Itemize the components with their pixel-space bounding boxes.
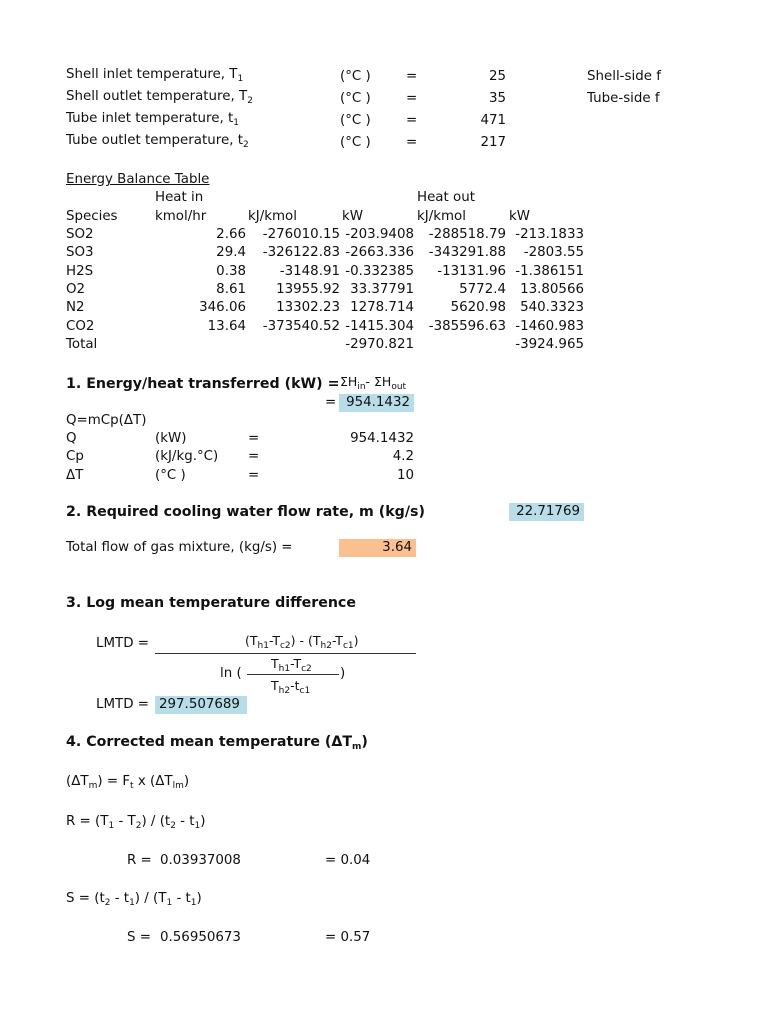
section-1-heading: 1. Energy/heat transferred (kW) =: [66, 376, 340, 392]
tube-inlet-label: Tube inlet temperature, $t_1$: [66, 111, 239, 128]
shell-outlet-label: Shell outlet temperature, $T_2$: [66, 89, 253, 106]
col-kj-kmol-in: kJ/kmol: [248, 209, 297, 224]
total-heat-in: -2970.821: [345, 337, 414, 352]
r-value: 0.03937008: [160, 853, 241, 868]
lmtd-label: LMTD =: [96, 636, 149, 651]
total-heat-out: -3924.965: [515, 337, 584, 352]
cell-kw-out: -1460.983: [515, 318, 584, 334]
cell-kmol-hr: 13.64: [207, 318, 246, 334]
cell-species: O2: [66, 281, 86, 297]
cell-kj-kmol-in: -326122.83: [262, 245, 340, 261]
ln-numerator: $T_{h1}-T_{c2}$: [271, 656, 312, 674]
r-formula: $R = (T_1 - T_2) / (t_2 - t_1)$: [66, 814, 206, 831]
tube-outlet-label: Tube outlet temperature, $t_2$: [66, 133, 249, 150]
shell-inlet-label: Shell inlet temperature, $T_1$: [66, 67, 244, 84]
cell-kw-in: 1278.714: [350, 300, 414, 316]
lmtd-numerator: $(T_{h1}-T_{c2}) - (T_{h2}-T_{c1})$: [245, 633, 359, 651]
cell-kw-in: 33.37791: [350, 281, 414, 297]
cell-kj-kmol-out: -288518.79: [428, 227, 506, 242]
cell-kmol-hr: 8.61: [216, 281, 246, 297]
dt-symbol: ΔT: [66, 468, 84, 483]
side-note-tube: Tube-side f: [587, 91, 660, 106]
gas-flow-label: Total flow of gas mixture, (kg/s) =: [66, 540, 293, 555]
cell-kw-in: -2663.336: [345, 245, 414, 261]
dt-eq: =: [248, 468, 260, 483]
cell-kmol-hr: 346.06: [199, 300, 246, 316]
shell-inlet-value: 25: [488, 69, 506, 84]
side-note-shell: Shell-side f: [587, 69, 661, 84]
corrected-formula: $(\Delta T_m) = F_t$ x $(\Delta T_{lm})$: [66, 774, 190, 791]
shell-outlet-value: 35: [488, 91, 506, 106]
tube-inlet-unit: (°C ): [340, 113, 371, 128]
shell-inlet-unit: (°C ): [340, 69, 371, 84]
cell-kw-out: 13.80566: [520, 281, 584, 297]
cell-kmol-hr: 0.38: [216, 263, 246, 279]
dt-unit: (°C ): [155, 468, 186, 483]
ln-close: ): [340, 666, 346, 681]
cp-unit: (kJ/kg.°C): [155, 449, 219, 464]
ln-denominator: $T_{h2}-t_{c1}$: [271, 678, 311, 696]
cell-kj-kmol-in: 13955.92: [276, 281, 340, 297]
tube-inlet-value: 471: [480, 113, 506, 128]
cp-value: 4.2: [392, 449, 414, 464]
s-rounded: = 0.57: [325, 930, 371, 945]
cp-eq: =: [248, 449, 260, 464]
cell-species: SO2: [66, 227, 94, 242]
cell-kj-kmol-out: 5620.98: [450, 300, 506, 316]
section-4-heading: 4. Corrected mean temperature $(\Delta T_m)$: [66, 734, 368, 752]
q-value: 954.1432: [350, 431, 414, 446]
col-kmol-hr: kmol/hr: [155, 209, 207, 224]
cell-kj-kmol-in: -3148.91: [279, 263, 340, 279]
cell-kw-out: -1.386151: [515, 263, 584, 279]
cooling-water-result: 22.71769: [509, 503, 584, 521]
cell-kw-in: -203.9408: [345, 227, 414, 242]
total-label: Total: [66, 337, 98, 352]
section-2-heading: 2. Required cooling water flow rate, m (kg/s): [66, 504, 425, 520]
cell-species: N2: [66, 300, 85, 316]
col-species: Species: [66, 209, 118, 224]
q-symbol: Q: [66, 431, 77, 446]
cp-symbol: Cp: [66, 449, 84, 464]
tube-inlet-eq: =: [406, 113, 418, 128]
cell-kw-in: -1415.304: [345, 318, 414, 334]
cell-species: H2S: [66, 263, 94, 279]
tube-outlet-eq: =: [406, 135, 418, 150]
q-unit: (kW): [155, 431, 187, 446]
s-label: S =: [127, 930, 151, 945]
tube-outlet-unit: (°C ): [340, 135, 371, 150]
s-value: 0.56950673: [160, 930, 241, 945]
dt-value: 10: [396, 468, 414, 483]
cell-kj-kmol-out: -13131.96: [437, 263, 506, 279]
r-label: R =: [127, 853, 152, 868]
ln-fraction-line: [247, 674, 339, 675]
q-eq: =: [248, 431, 260, 446]
ln-open: ln (: [220, 666, 242, 681]
cell-kj-kmol-in: -373540.52: [262, 318, 340, 334]
section-3-heading: 3. Log mean temperature difference: [66, 595, 356, 611]
cell-kw-out: -213.1833: [515, 227, 584, 242]
gas-flow-value: 3.64: [339, 539, 416, 557]
shell-inlet-eq: =: [406, 69, 418, 84]
energy-result: 954.1432: [339, 394, 414, 412]
cell-kw-out: -2803.55: [523, 245, 584, 261]
col-kw-out: kW: [509, 209, 530, 224]
tube-outlet-value: 217: [480, 135, 506, 150]
cell-species: SO3: [66, 245, 94, 261]
col-kj-kmol-out: kJ/kmol: [417, 209, 466, 224]
r-rounded: = 0.04: [325, 853, 371, 868]
col-kw-in: kW: [342, 209, 363, 224]
cell-kj-kmol-out: 5772.4: [459, 281, 506, 297]
cell-kj-kmol-out: -385596.63: [428, 318, 506, 334]
q-formula: Q=mCp(ΔT): [66, 413, 147, 428]
cell-kj-kmol-in: -276010.15: [262, 227, 340, 242]
cell-kj-kmol-out: -343291.88: [428, 245, 506, 261]
cell-kj-kmol-in: 13302.23: [276, 300, 340, 316]
cell-kmol-hr: 2.66: [216, 227, 246, 242]
energy-eq: =: [325, 395, 337, 410]
cell-species: CO2: [66, 318, 95, 334]
cell-kw-in: -0.332385: [345, 263, 414, 279]
heat-out-header: Heat out: [417, 190, 475, 205]
s-formula: $S = (t_2 - t_1) / (T_1 - t_1)$: [66, 891, 202, 908]
cell-kw-out: 540.3323: [520, 300, 584, 316]
shell-outlet-eq: =: [406, 91, 418, 106]
lmtd-fraction-line: [155, 653, 416, 654]
heat-in-header: Heat in: [155, 190, 204, 205]
sum-formula: $\Sigma H_{in}-$ $\Sigma H_{out}$: [340, 374, 407, 392]
lmtd-result: 297.507689: [155, 696, 247, 714]
cell-kmol-hr: 29.4: [216, 245, 246, 261]
table-title: Energy Balance Table: [66, 172, 210, 187]
lmtd-result-label: LMTD =: [96, 697, 149, 712]
shell-outlet-unit: (°C ): [340, 91, 371, 106]
